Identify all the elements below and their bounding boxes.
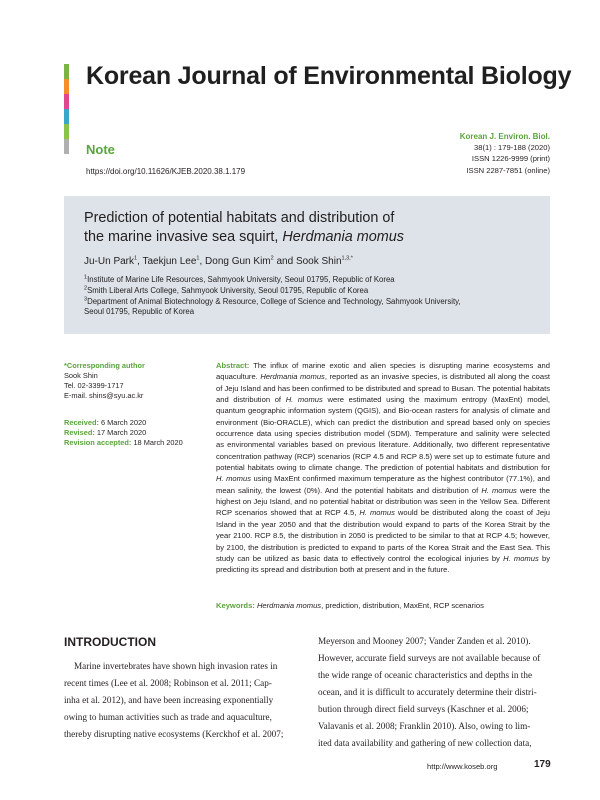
footer-url[interactable]: http://www.koseb.org xyxy=(427,762,498,771)
color-segment xyxy=(64,124,69,139)
doi-link[interactable]: https://doi.org/10.11626/KJEB.2020.38.1.179 xyxy=(86,167,246,176)
body-line: inha et al. 2012), and have been increasing exponentially xyxy=(64,695,274,705)
author-name: Ju-Un Park xyxy=(84,256,135,267)
species-name: H. momus xyxy=(359,508,395,518)
author-list: Ju-Un Park$^1$, Taekjun Lee$^1$, Dong Gun Kim$^2$ and Sook Shin$^{1,3,*}$ xyxy=(84,255,353,267)
section-heading: INTRODUCTION xyxy=(64,635,156,649)
received-date: 6 March 2020 xyxy=(100,418,147,427)
accepted-label: Revision accepted: xyxy=(64,438,132,447)
affiliation-sup: 2 xyxy=(84,285,88,292)
volume-info: 38(1) : 179-188 (2020) xyxy=(474,143,550,153)
author-name: Sook Shin xyxy=(295,256,342,267)
body-line: recent times (Lee et al. 2008; Robinson et al. 2011; Cap- xyxy=(64,678,272,688)
title-line-2: the marine invasive sea squirt, xyxy=(84,229,283,245)
affiliation xyxy=(84,275,546,286)
issn-online: ISSN 2287-7851 (online) xyxy=(466,165,550,175)
affiliation-continued: Seoul 01795, Republic of Korea xyxy=(84,307,195,317)
abstract-text: would be distributed along the coast of Jeju Island in the year 2050 and that the distribution would expand to parts of the Korea Strait by the year 2100. RCP 8.5, the distribution in 2050 is predicted to be similar to that at RCP 4.5; however, by 2100, the distribution is predicted to expand to parts of the Korea Strait and the East Sea. This study can be utilized as basic data to effectively control the ecological injuries by xyxy=(216,508,550,563)
body-line: the wide range of oceanic characteristics and depths in the xyxy=(318,670,533,680)
body-line: However, accurate field surveys are not available because of xyxy=(318,653,541,663)
author-sup: 1,3,* xyxy=(341,255,353,262)
body-line: ited data availability and gathering of new collection data, xyxy=(318,738,532,748)
received-label: Received: xyxy=(64,418,99,427)
affiliation-sup: 3 xyxy=(84,296,88,302)
species-name: Herdmania momus xyxy=(260,372,325,382)
body-line: ocean, and it is difficult to accurately determine their distri- xyxy=(318,687,537,697)
revised-label: Revised: xyxy=(64,428,95,437)
species-name: H. momus xyxy=(216,474,251,484)
abstract-text: using MaxEnt confirmed maximum temperature as the highest contributor (77.1%), and mean salinity, the lowest (0%). And the potential habitats and distribution of xyxy=(216,474,550,495)
abstract-text: by predicting its spread and distribution both at present and in the future. xyxy=(216,553,550,575)
color-segment xyxy=(64,79,69,94)
species-name: H. momus xyxy=(503,553,539,563)
paper-title xyxy=(84,209,534,247)
affiliation-text: Smith Liberal Arts College, Sahmyook University, Seoul 01795, Republic of Korea xyxy=(87,285,369,295)
journal-color-bar xyxy=(64,64,69,154)
abstract-text: , reported as an invasive species, is distributed all along the coast of Jeju Island and has been confirmed to be distributed and spread to Busan. The potential habitats and distribution of xyxy=(216,372,550,405)
title-species: Herdmania momus xyxy=(282,229,404,245)
article-info-sidebar xyxy=(64,361,204,448)
color-segment xyxy=(64,109,69,124)
species-name: H. momus xyxy=(481,485,517,495)
page-number: 179 xyxy=(534,759,551,770)
keywords-list: , prediction, distribution, MaxEnt, RCP scenarios xyxy=(321,601,484,610)
journal-title: Korean Journal of Environmental Biology xyxy=(86,62,572,90)
body-line: thereby disrupting native ecosystems (Kerckhof et al. 2007; xyxy=(64,729,284,739)
body-column-left xyxy=(64,658,294,743)
abstract xyxy=(216,360,550,598)
article-type-label: Note xyxy=(86,142,115,157)
corresponding-author-tel: Tel. 02-3399-1717 xyxy=(64,381,124,390)
author-name: Dong Gun Kim xyxy=(205,256,271,267)
affiliation-sup: 1 xyxy=(84,274,88,281)
corresponding-author-heading: *Corresponding author xyxy=(64,361,145,370)
keywords xyxy=(216,600,550,611)
affiliation-list xyxy=(84,275,546,318)
body-line: owing to human activities such as trade and aquaculture, xyxy=(64,712,272,722)
affiliation-text: Department of Animal Biotechnology & Resource, College of Science and Technology, Sahmyook University, xyxy=(87,296,461,306)
journal-abbrev: Korean J. Environ. Biol. xyxy=(459,132,550,141)
body-line: Valavanis et al. 2008; Franklin 2010). Also, owing to lim- xyxy=(318,721,531,731)
keywords-species: Herdmania momus xyxy=(254,601,322,610)
affiliation xyxy=(84,286,546,297)
abstract-text: were estimated using the maximum entropy (MaxEnt) model, quantum geographic information system (QGIS), and Bio-ocean rasters for analysis of climate and environment (Bio-ORACLE), which can predict the distribution and spread based only on species occurrence data using species distribution model (SDM). Temperature and salinity were selected as environmental variables based on previous literature. Additionally, two different representative concentration pathway (RCP) scenarios (RCP 4.5 and RCP 8.5) were set up to estimate future and potential habitats owing to climate change. The prediction of potential habitats and distribution for xyxy=(216,395,550,473)
citation-block xyxy=(460,131,550,176)
affiliation xyxy=(84,297,546,308)
article-dates xyxy=(64,418,204,448)
color-segment xyxy=(64,94,69,109)
species-name: H. momus xyxy=(285,395,323,405)
color-segment xyxy=(64,64,69,79)
body-column-right xyxy=(318,633,550,752)
corresponding-author-name: Sook Shin xyxy=(64,371,98,380)
body-line: Marine invertebrates have shown high invasion rates in xyxy=(74,661,278,671)
issn-print: ISSN 1226-9999 (print) xyxy=(471,154,550,164)
author-sup: 1 xyxy=(196,255,200,262)
body-line: Meyerson and Mooney 2007; Vander Zanden et al. 2010). xyxy=(318,636,531,646)
body-line: bution through direct field surveys (Kaschner et al. 2006; xyxy=(318,704,529,714)
author-and: and xyxy=(276,256,294,267)
corresponding-author-email[interactable]: E-mail. shins@syu.ac.kr xyxy=(64,391,144,400)
abstract-text: were the highest on Jeju Island, and no potential habitat or distribution was seen in the Yellow Sea. Different RCP scenarios showed that at RCP 4.5, xyxy=(216,485,550,518)
color-segment xyxy=(64,139,69,154)
title-box xyxy=(64,196,550,334)
title-line-1: Prediction of potential habitats and distribution of xyxy=(84,210,395,226)
abstract-text: The influx of marine exotic and alien species is disrupting marine ecosystems and aquaculture. xyxy=(216,361,550,382)
abstract-label: Abstract: xyxy=(216,361,250,370)
affiliation-text: Institute of Marine Life Resources, Sahmyook University, Seoul 01795, Republic of Korea xyxy=(87,275,395,284)
accepted-date: 18 March 2020 xyxy=(133,438,183,447)
revised-date: 17 March 2020 xyxy=(96,428,147,437)
author-sup: 1 xyxy=(134,255,138,262)
author-name: Taekjun Lee xyxy=(142,256,197,267)
author-sup: 2 xyxy=(270,255,274,262)
keywords-label: Keywords: xyxy=(216,601,255,610)
